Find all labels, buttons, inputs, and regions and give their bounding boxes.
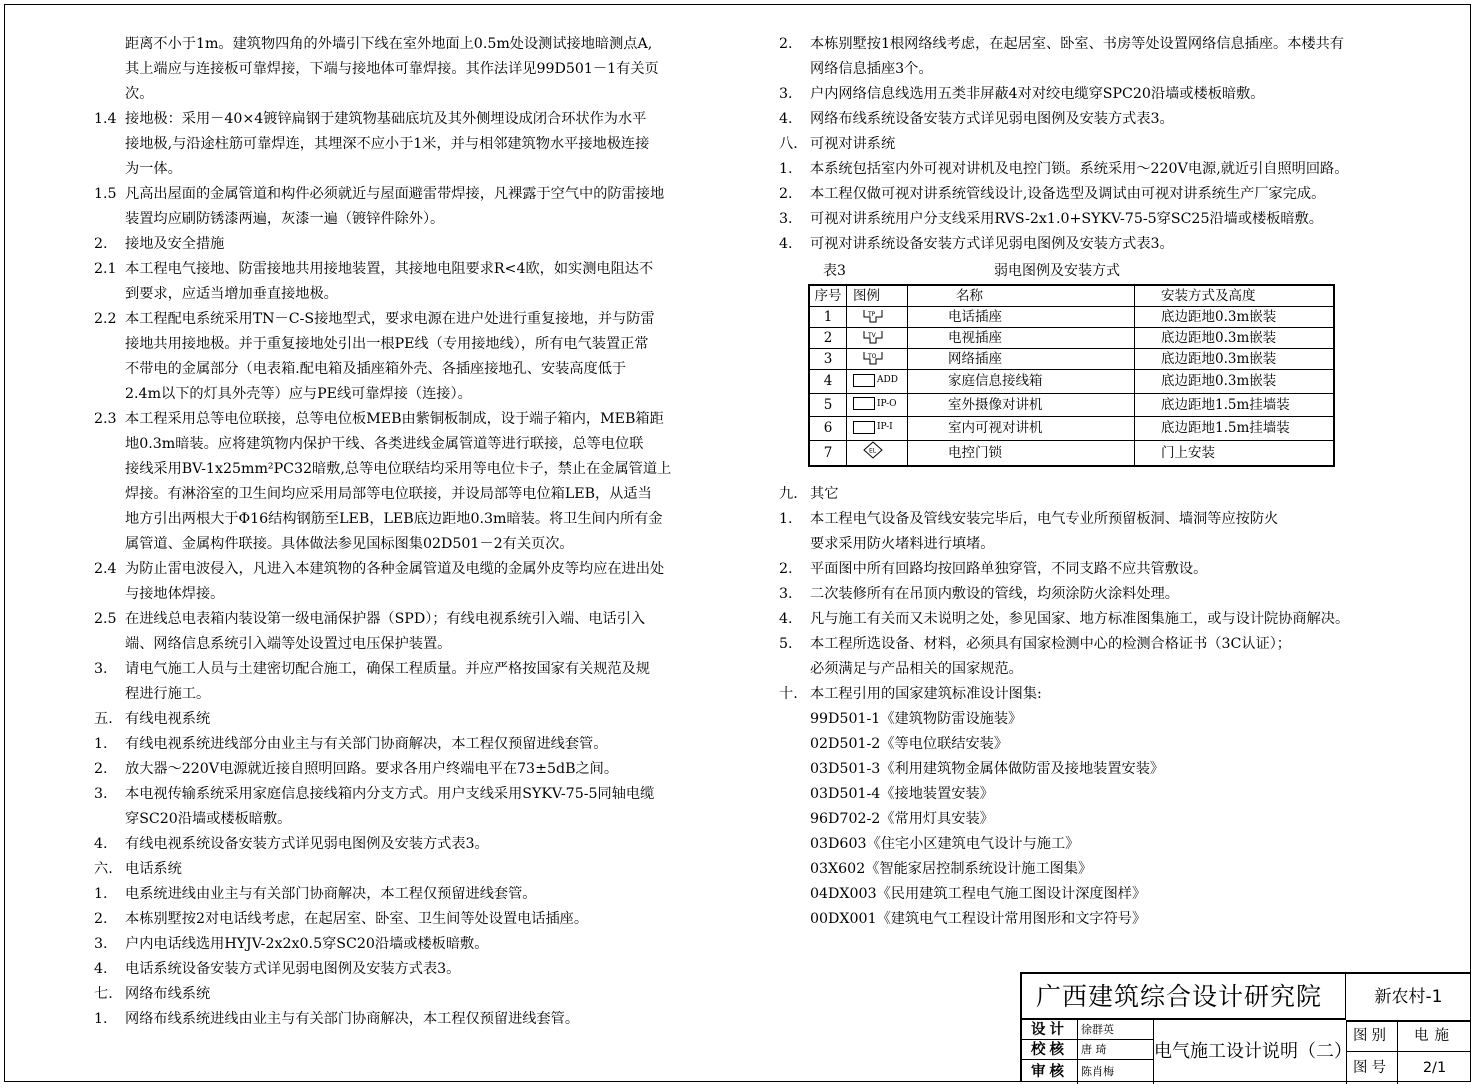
box-symbol-icon bbox=[853, 370, 898, 390]
project-name: 新农村-1 bbox=[1346, 974, 1471, 1022]
row-symbol bbox=[847, 328, 908, 349]
item-number: 3. bbox=[94, 786, 108, 802]
item-text: 其它 bbox=[810, 486, 839, 502]
socket-symbol-text: TP bbox=[868, 311, 876, 318]
text-line bbox=[94, 257, 671, 282]
item-text: 网络布线系统 bbox=[125, 986, 211, 1002]
table-row bbox=[809, 370, 1334, 394]
item-number: 2. bbox=[94, 911, 108, 927]
drawing-title: 电气施工设计说明（二） bbox=[1154, 1020, 1347, 1084]
item-text: 03D603《住宅小区建筑电气设计与施工》 bbox=[810, 836, 1080, 852]
item-number: 1.5 bbox=[94, 186, 117, 202]
item-number: 八. bbox=[779, 136, 798, 152]
item-number: 2. bbox=[779, 36, 793, 52]
text-line bbox=[779, 32, 1348, 57]
lock-symbol-icon bbox=[863, 441, 883, 459]
table-row bbox=[809, 417, 1334, 441]
text-line bbox=[94, 107, 671, 132]
item-text: 电话系统设备安装方式详见弱电图例及安装方式表3。 bbox=[125, 961, 461, 977]
item-text: 本电视传输系统采用家庭信息接线箱内分支方式。用户支线采用SYKV-75-5同轴电缆 bbox=[125, 786, 655, 802]
number-label: 图号 bbox=[1346, 1052, 1398, 1084]
item-text: 焊接。有淋浴室的卫生间均应采用局部等电位联接，并设局部等电位箱LEB，从适当 bbox=[125, 486, 652, 502]
item-text: 有线电视系统 bbox=[125, 711, 211, 727]
item-number: 九. bbox=[779, 486, 798, 502]
item-number bbox=[94, 457, 125, 482]
item-number: 1. bbox=[779, 511, 793, 527]
text-line bbox=[94, 657, 671, 682]
text-line bbox=[94, 232, 671, 257]
item-number: 4. bbox=[779, 611, 793, 627]
item-text: 装置均应刷防锈漆两遍，灰漆一遍（镀锌件除外）。 bbox=[125, 211, 445, 227]
item-number bbox=[94, 807, 125, 832]
text-line bbox=[94, 1007, 671, 1032]
item-text: 属管道、金属构件联接。具体做法参见国标图集02D501－2有关页次。 bbox=[125, 536, 574, 552]
item-text: 本栋别墅按1根网络线考虑，在起居室、卧室、书房等处设置网络信息插座。本楼共有 bbox=[810, 36, 1344, 52]
table3-caption bbox=[779, 260, 1339, 282]
item-number bbox=[94, 507, 125, 532]
text-line bbox=[94, 307, 671, 332]
item-number: 3. bbox=[94, 936, 108, 952]
item-text: 04DX003《民用建筑工程电气施工图设计深度图样》 bbox=[810, 886, 1147, 902]
item-text: 地0.3m暗装。应将建筑物内保护干线、各类进线金属管道等进行联接，总等电位联 bbox=[125, 436, 644, 452]
text-line bbox=[94, 57, 671, 82]
item-text: 有线电视系统设备安装方式详见弱电图例及安装方式表3。 bbox=[125, 836, 489, 852]
header-symbol: 图例 bbox=[847, 285, 908, 307]
item-number bbox=[94, 132, 125, 157]
table-row bbox=[809, 440, 1334, 466]
item-number: 3. bbox=[779, 211, 793, 227]
lock-symbol-text: EL bbox=[869, 447, 877, 454]
text-line bbox=[94, 357, 671, 382]
item-number bbox=[779, 57, 810, 82]
item-text: 可视对讲系统 bbox=[810, 136, 896, 152]
text-line bbox=[779, 232, 1348, 257]
text-line bbox=[779, 657, 1349, 682]
text-line bbox=[94, 582, 671, 607]
item-text: 本工程仅做可视对讲系统管线设计,设备选型及调试由可视对讲系统生产厂家完成。 bbox=[810, 186, 1326, 202]
text-line bbox=[94, 82, 671, 107]
text-line bbox=[94, 157, 671, 182]
text-line bbox=[94, 557, 671, 582]
table-header-row bbox=[809, 285, 1334, 307]
person-review: 陈肖梅 bbox=[1078, 1060, 1154, 1084]
item-number: 2.4 bbox=[94, 561, 117, 577]
row-name: 家庭信息接线箱 bbox=[908, 370, 1135, 394]
item-number: 2.5 bbox=[94, 611, 117, 627]
text-line bbox=[94, 732, 671, 757]
item-number bbox=[779, 532, 810, 557]
row-name: 电视插座 bbox=[908, 328, 1135, 349]
text-line bbox=[94, 382, 671, 407]
text-line bbox=[779, 632, 1349, 657]
text-line bbox=[779, 557, 1349, 582]
item-number bbox=[94, 332, 125, 357]
item-text: 96D702-2《常用灯具安装》 bbox=[810, 811, 994, 827]
item-text: 2.4m以下的灯具外壳等）应与PE线可靠焊接（连接）。 bbox=[125, 386, 472, 402]
item-number bbox=[94, 82, 125, 107]
text-line bbox=[779, 907, 1349, 932]
row-no: 5 bbox=[809, 393, 847, 417]
text-line bbox=[779, 832, 1349, 857]
role-review: 审核 bbox=[1022, 1060, 1078, 1084]
role-check: 校核 bbox=[1022, 1040, 1078, 1060]
item-text: 为防止雷电波侵入，凡进入本建筑物的各种金属管道及电缆的金属外皮等均应在进出处 bbox=[125, 561, 665, 577]
row-name: 电控门锁 bbox=[908, 440, 1135, 466]
item-number: 1. bbox=[94, 886, 108, 902]
row-name: 室外摄像对讲机 bbox=[908, 393, 1135, 417]
row-install: 门上安装 bbox=[1135, 440, 1335, 466]
item-text: 本工程所选设备、材料，必须具有国家检测中心的检测合格证书（3C认证）； bbox=[810, 636, 1291, 652]
text-line bbox=[94, 282, 671, 307]
item-text: 凡高出屋面的金属管道和构件必须就近与屋面避雷带焊接，凡裸露于空气中的防雷接地 bbox=[125, 186, 665, 202]
item-number bbox=[779, 857, 810, 882]
row-install: 底边距地1.5m挂墙装 bbox=[1135, 417, 1335, 441]
text-line bbox=[779, 782, 1349, 807]
text-line bbox=[779, 857, 1349, 882]
text-line bbox=[779, 107, 1348, 132]
item-number bbox=[94, 632, 125, 657]
item-number: 1. bbox=[779, 161, 793, 177]
text-line bbox=[779, 182, 1348, 207]
item-text: 凡与施工有关而又未说明之处，参见国家、地方标准图集施工，或与设计院协商解决。 bbox=[810, 611, 1350, 627]
item-text: 与接地体焊接。 bbox=[125, 586, 225, 602]
item-number: 4. bbox=[779, 111, 793, 127]
item-text: 不带电的金属部分（电表箱.配电箱及插座箱外壳、各插座接地孔、安装高度低于 bbox=[125, 361, 627, 377]
item-text: 02D501-2《等电位联结安装》 bbox=[810, 736, 1009, 752]
item-number: 2. bbox=[779, 561, 793, 577]
text-line bbox=[779, 207, 1348, 232]
item-number: 1. bbox=[94, 1011, 108, 1027]
item-text: 网络信息插座3个。 bbox=[810, 61, 933, 77]
text-line bbox=[779, 132, 1348, 157]
text-line bbox=[779, 482, 1349, 507]
row-install: 底边距地0.3m嵌装 bbox=[1135, 349, 1335, 370]
row-symbol bbox=[847, 440, 908, 466]
text-line bbox=[94, 757, 671, 782]
item-number bbox=[779, 807, 810, 832]
item-text: 接线采用BV-1x25mm²PC32暗敷,总等电位联结均采用等电位卡子，禁止在金属管道上 bbox=[125, 461, 672, 477]
text-line bbox=[779, 507, 1349, 532]
row-no: 1 bbox=[809, 307, 847, 328]
row-install: 底边距地0.3m嵌装 bbox=[1135, 370, 1335, 394]
item-number: 1. bbox=[94, 736, 108, 752]
item-text: 到要求，应适当增加垂直接地极。 bbox=[125, 286, 338, 302]
text-line bbox=[94, 607, 671, 632]
item-number: 5. bbox=[779, 636, 793, 652]
item-text: 电话系统 bbox=[125, 861, 182, 877]
item-number bbox=[779, 757, 810, 782]
row-symbol bbox=[847, 393, 908, 417]
text-line bbox=[779, 82, 1348, 107]
row-no: 3 bbox=[809, 349, 847, 370]
row-name: 室内可视对讲机 bbox=[908, 417, 1135, 441]
right-column-bottom bbox=[779, 482, 1349, 932]
box-symbol-text: IP-I bbox=[877, 422, 893, 432]
item-number: 1.4 bbox=[94, 111, 117, 127]
item-text: 可视对讲系统设备安装方式详见弱电图例及安装方式表3。 bbox=[810, 236, 1174, 252]
item-text: 接地极,与沿途柱筋可靠焊连，其埋深不应小于1米，并与相邻建筑物水平接地极连接 bbox=[125, 136, 650, 152]
title-block bbox=[1020, 972, 1471, 1082]
row-symbol bbox=[847, 370, 908, 394]
item-number: 4. bbox=[94, 836, 108, 852]
item-number: 七. bbox=[94, 986, 113, 1002]
row-name: 网络插座 bbox=[908, 349, 1135, 370]
text-line bbox=[94, 457, 671, 482]
item-number bbox=[94, 682, 125, 707]
socket-symbol-icon bbox=[861, 309, 885, 323]
item-text: 二次装修所有在吊顶内敷设的管线，均须涂防火涂料处理。 bbox=[810, 586, 1179, 602]
item-text: 次。 bbox=[125, 86, 154, 102]
item-text: 放大器～220V电源就近接自照明回路。要求各用户终端电平在73±5dB之间。 bbox=[125, 761, 619, 777]
number-value: 2/1 bbox=[1422, 1060, 1447, 1076]
text-line bbox=[779, 707, 1349, 732]
row-no: 7 bbox=[809, 440, 847, 466]
item-text: 本工程配电系统采用TN－C-S接地型式，要求电源在进户处进行重复接地，并与防雷 bbox=[125, 311, 655, 327]
role-design: 设计 bbox=[1022, 1020, 1078, 1040]
row-name: 电话插座 bbox=[908, 307, 1135, 328]
box-symbol-text: IP-O bbox=[877, 398, 897, 409]
item-number: 4. bbox=[94, 961, 108, 977]
item-text: 00DX001《建筑电气工程设计常用图形和文字符号》 bbox=[810, 911, 1147, 927]
socket-symbol-text: TV bbox=[868, 332, 876, 339]
item-text: 本工程电气设备及管线安装完毕后，电气专业所预留板洞、墙洞等应按防火 bbox=[810, 511, 1279, 527]
category-label: 图别 bbox=[1346, 1020, 1398, 1052]
text-line bbox=[94, 507, 671, 532]
item-text: 可视对讲系统用户分支线采用RVS-2x1.0+SYKV-75-5穿SC25沿墙或楼板暗敷。 bbox=[810, 211, 1323, 227]
table-row bbox=[809, 307, 1334, 328]
table-row bbox=[809, 349, 1334, 370]
item-number bbox=[94, 482, 125, 507]
header-name: 名称 bbox=[908, 285, 1135, 307]
item-number bbox=[94, 357, 125, 382]
text-line bbox=[94, 982, 671, 1007]
item-text: 必须满足与产品相关的国家规范。 bbox=[810, 661, 1023, 677]
text-line bbox=[94, 407, 671, 432]
item-number bbox=[779, 782, 810, 807]
table3-title: 弱电图例及安装方式 bbox=[994, 263, 1120, 279]
item-number: 十. bbox=[779, 686, 798, 702]
item-number: 2.3 bbox=[94, 411, 117, 427]
item-text: 为一体。 bbox=[125, 161, 182, 177]
text-line bbox=[779, 157, 1348, 182]
item-number bbox=[94, 382, 125, 407]
text-line bbox=[94, 482, 671, 507]
item-text: 端、网络信息系统引入端等处设置过电压保护装置。 bbox=[125, 636, 452, 652]
text-line bbox=[779, 757, 1349, 782]
item-number: 六. bbox=[94, 861, 113, 877]
item-number bbox=[779, 882, 810, 907]
row-symbol bbox=[847, 349, 908, 370]
item-text: 接地及安全措施 bbox=[125, 236, 225, 252]
left-column bbox=[94, 32, 671, 1032]
item-number bbox=[94, 532, 125, 557]
item-number bbox=[779, 707, 810, 732]
header-install: 安装方式及高度 bbox=[1135, 285, 1335, 307]
row-symbol bbox=[847, 417, 908, 441]
item-number: 3. bbox=[779, 586, 793, 602]
table-row bbox=[809, 393, 1334, 417]
item-number: 2. bbox=[94, 761, 108, 777]
item-number bbox=[94, 157, 125, 182]
item-text: 距离不小于1m。建筑物四角的外墙引下线在室外地面上0.5m处设测试接地暗测点A, bbox=[125, 36, 653, 52]
row-symbol bbox=[847, 307, 908, 328]
item-text: 网络布线系统进线由业主与有关部门协商解决，本工程仅预留进线套管。 bbox=[125, 1011, 580, 1027]
item-number bbox=[779, 732, 810, 757]
item-text: 户内电话线选用HYJV-2x2x0.5穿SC20沿墙或楼板暗敷。 bbox=[125, 936, 489, 952]
text-line bbox=[94, 907, 671, 932]
text-line bbox=[779, 807, 1349, 832]
text-line bbox=[94, 932, 671, 957]
weak-current-legend-table bbox=[808, 284, 1335, 467]
item-text: 在进线总电表箱内装设第一级电涌保护器（SPD）；有线电视系统引入端、电话引入 bbox=[125, 611, 646, 627]
organization-name: 广西建筑综合设计研究院 bbox=[1022, 974, 1346, 1020]
socket-symbol-icon bbox=[861, 351, 885, 365]
text-line bbox=[779, 607, 1349, 632]
item-text: 03D501-3《利用建筑物金属体做防雷及接地装置安装》 bbox=[810, 761, 1165, 777]
item-number bbox=[94, 582, 125, 607]
table3-number: 表3 bbox=[823, 263, 846, 279]
text-line bbox=[779, 732, 1349, 757]
item-text: 请电气施工人员与土建密切配合施工，确保工程质量。并应严格按国家有关规范及规 bbox=[125, 661, 650, 677]
person-check: 唐 琦 bbox=[1078, 1040, 1154, 1060]
item-number bbox=[94, 282, 125, 307]
row-install: 底边距地0.3m嵌装 bbox=[1135, 307, 1335, 328]
text-line bbox=[94, 957, 671, 982]
right-column-top bbox=[779, 32, 1348, 257]
item-number bbox=[779, 832, 810, 857]
text-line bbox=[94, 832, 671, 857]
item-text: 网络布线系统设备安装方式详见弱电图例及安装方式表3。 bbox=[810, 111, 1174, 127]
text-line bbox=[779, 682, 1349, 707]
item-text: 本工程引用的国家建筑标准设计图集: bbox=[810, 686, 1042, 702]
text-line bbox=[94, 132, 671, 157]
item-number bbox=[779, 657, 810, 682]
item-number: 2. bbox=[779, 186, 793, 202]
item-number: 五. bbox=[94, 711, 113, 727]
item-text: 本系统包括室内外可视对讲机及电控门锁。系统采用～220V电源,就近引自照明回路。 bbox=[810, 161, 1349, 177]
text-line bbox=[779, 532, 1349, 557]
socket-symbol-text: TO bbox=[868, 353, 877, 360]
text-line bbox=[779, 57, 1348, 82]
item-text: 户内网络信息线选用五类非屏蔽4对对绞电缆穿SPC20沿墙或楼板暗敷。 bbox=[810, 86, 1265, 102]
box-symbol-icon bbox=[853, 394, 897, 414]
item-number: 2.1 bbox=[94, 261, 117, 277]
item-number bbox=[94, 32, 125, 57]
item-text: 有线电视系统进线部分由业主与有关部门协商解决，本工程仅预留进线套管。 bbox=[125, 736, 608, 752]
item-text: 接地极：采用－40×4镀锌扁钢于建筑物基础底坑及其外侧埋设成闭合环状作为水平 bbox=[125, 111, 647, 127]
item-number bbox=[94, 432, 125, 457]
text-line bbox=[94, 882, 671, 907]
item-text: 穿SC20沿墙或楼板暗敷。 bbox=[125, 811, 292, 827]
item-text: 程进行施工。 bbox=[125, 686, 211, 702]
text-line bbox=[94, 532, 671, 557]
box-symbol-text: ADD bbox=[877, 375, 898, 385]
text-line bbox=[94, 857, 671, 882]
row-no: 6 bbox=[809, 417, 847, 441]
item-text: 电系统进线由业主与有关部门协商解决，本工程仅预留进线套管。 bbox=[125, 886, 537, 902]
box-symbol-icon bbox=[853, 417, 893, 437]
item-text: 03X602《智能家居控制系统设计施工图集》 bbox=[810, 861, 1093, 877]
row-no: 4 bbox=[809, 370, 847, 394]
item-text: 接地共用接地极。并于重复接地处引出一根PE线（专用接地线），所有电气装置正常 bbox=[125, 336, 649, 352]
text-line bbox=[94, 32, 671, 57]
text-line bbox=[94, 632, 671, 657]
socket-symbol-icon bbox=[861, 330, 885, 344]
item-text: 地方引出两根大于Φ16结构钢筋至LEB，LEB底边距地0.3m暗装。将卫生间内所有金 bbox=[125, 511, 663, 527]
item-number bbox=[94, 57, 125, 82]
item-number: 3. bbox=[94, 661, 108, 677]
item-text: 03D501-4《接地装置安装》 bbox=[810, 786, 994, 802]
item-text: 99D501-1《建筑物防雷设施装》 bbox=[810, 711, 1023, 727]
item-text: 本工程采用总等电位联接，总等电位板MEB由紫铜板制成，设于端子箱内，MEB箱距 bbox=[125, 411, 664, 427]
person-design: 徐群英 bbox=[1078, 1020, 1154, 1040]
row-install: 底边距地0.3m嵌装 bbox=[1135, 328, 1335, 349]
item-number: 2.2 bbox=[94, 311, 117, 327]
header-no: 序号 bbox=[809, 285, 847, 307]
item-text: 要求采用防火堵料进行填堵。 bbox=[810, 536, 995, 552]
text-line bbox=[94, 332, 671, 357]
item-number bbox=[94, 207, 125, 232]
table-row bbox=[809, 328, 1334, 349]
text-line bbox=[779, 582, 1349, 607]
text-line bbox=[94, 682, 671, 707]
item-text: 本工程电气接地、防雷接地共用接地装置，其接地电阻要求R<4欧，如实测电阻达不 bbox=[125, 261, 654, 277]
text-line bbox=[94, 432, 671, 457]
category-value: 电施 bbox=[1398, 1020, 1471, 1052]
text-line bbox=[779, 882, 1349, 907]
row-no: 2 bbox=[809, 328, 847, 349]
item-number: 3. bbox=[779, 86, 793, 102]
item-text: 其上端应与连接板可靠焊接，下端与接地体可靠焊接。其作法详见99D501－1有关页 bbox=[125, 61, 659, 77]
text-line bbox=[94, 807, 671, 832]
item-number bbox=[779, 907, 810, 932]
text-line bbox=[94, 207, 671, 232]
item-number: 4. bbox=[779, 236, 793, 252]
text-line bbox=[94, 182, 671, 207]
text-line bbox=[94, 782, 671, 807]
item-number: 2. bbox=[94, 236, 108, 252]
text-line bbox=[94, 707, 671, 732]
item-text: 本栋别墅按2对电话线考虑，在起居室、卧室、卫生间等处设置电话插座。 bbox=[125, 911, 589, 927]
row-install: 底边距地1.5m挂墙装 bbox=[1135, 393, 1335, 417]
item-text: 平面图中所有回路均按回路单独穿管，不同支路不应共管敷设。 bbox=[810, 561, 1208, 577]
